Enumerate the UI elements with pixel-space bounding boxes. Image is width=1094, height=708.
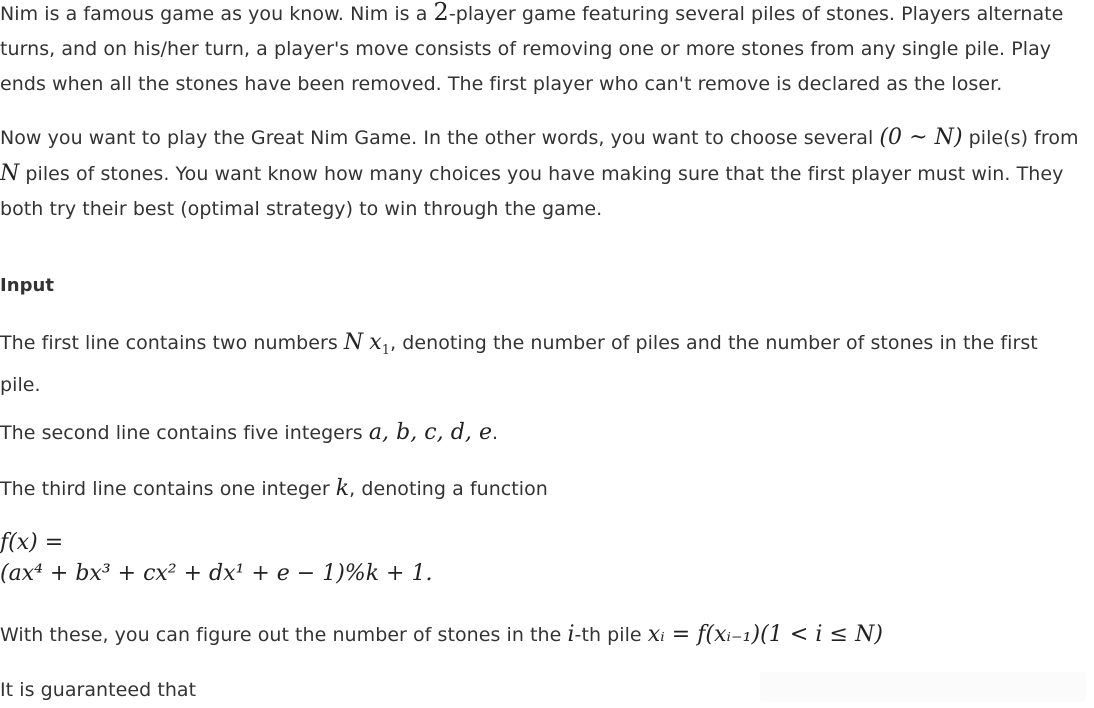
input-line-4 (0, 617, 883, 653)
input-line-3 (0, 471, 548, 507)
input-line-2 (0, 415, 498, 451)
line2-vars-math: a, b, c, d, e (368, 420, 493, 445)
input-heading: Input (0, 275, 55, 296)
intro-text-b: -player game featuring several piles of stones. Players alternate turns, and on his/her turn, a player's move consists of removing one or more stones from any single pile. Play ends when all the stones have been removed. The first player who can't remove is declared as the loser. (0, 3, 1064, 95)
faint-panel (760, 672, 1086, 702)
line1-n-math: N (343, 330, 364, 355)
line4-i-math: i (567, 622, 575, 647)
intro-paragraph (0, 0, 1090, 102)
range-math: (0 ~ N) (879, 125, 963, 150)
line1-text-b: , denoting the number of piles and the number of stones in the first pile. (0, 332, 1038, 396)
guarantee-line: It is guaranteed that (0, 679, 197, 701)
intro-text-a: Nim is a famous game as you know. Nim is a (0, 3, 434, 25)
line4-expr-math: xᵢ = f(xᵢ₋₁)(1 < i ≤ N) (647, 622, 883, 647)
goal-text-a: Now you want to play the Great Nim Game. In the other words, you want to choose several (0, 127, 880, 149)
goal-text-c: piles of stones. You want know how many choices you have making sure that the first player must win. They both try their best (optimal strategy) to win through the game. (0, 163, 1064, 220)
goal-paragraph (0, 120, 1094, 227)
goal-text-b: pile(s) from (962, 127, 1079, 149)
formula-rhs: (ax⁴ + bx³ + cx² + dx¹ + e − 1)%k + 1. (0, 561, 433, 586)
line3-k-math: k (335, 476, 350, 501)
line1-x-subscript: 1 (381, 342, 391, 358)
n-math: N (0, 161, 20, 186)
line4-text-a: With these, you can figure out the number of stones in the (0, 624, 568, 646)
line1-x-math: x (369, 330, 382, 355)
formula-lhs: f(x) = (0, 530, 64, 555)
line3-text-a: The third line contains one integer (0, 478, 336, 500)
line3-text-b: , denoting a function (349, 478, 548, 500)
line4-text-b: -th pile (574, 624, 648, 646)
input-line-1 (0, 325, 1070, 403)
players-number: 2 (433, 0, 449, 26)
line1-text-a: The first line contains two numbers (0, 332, 344, 354)
function-formula (0, 527, 432, 589)
line2-text-b: . (492, 422, 499, 444)
line2-text-a: The second line contains five integers (0, 422, 369, 444)
